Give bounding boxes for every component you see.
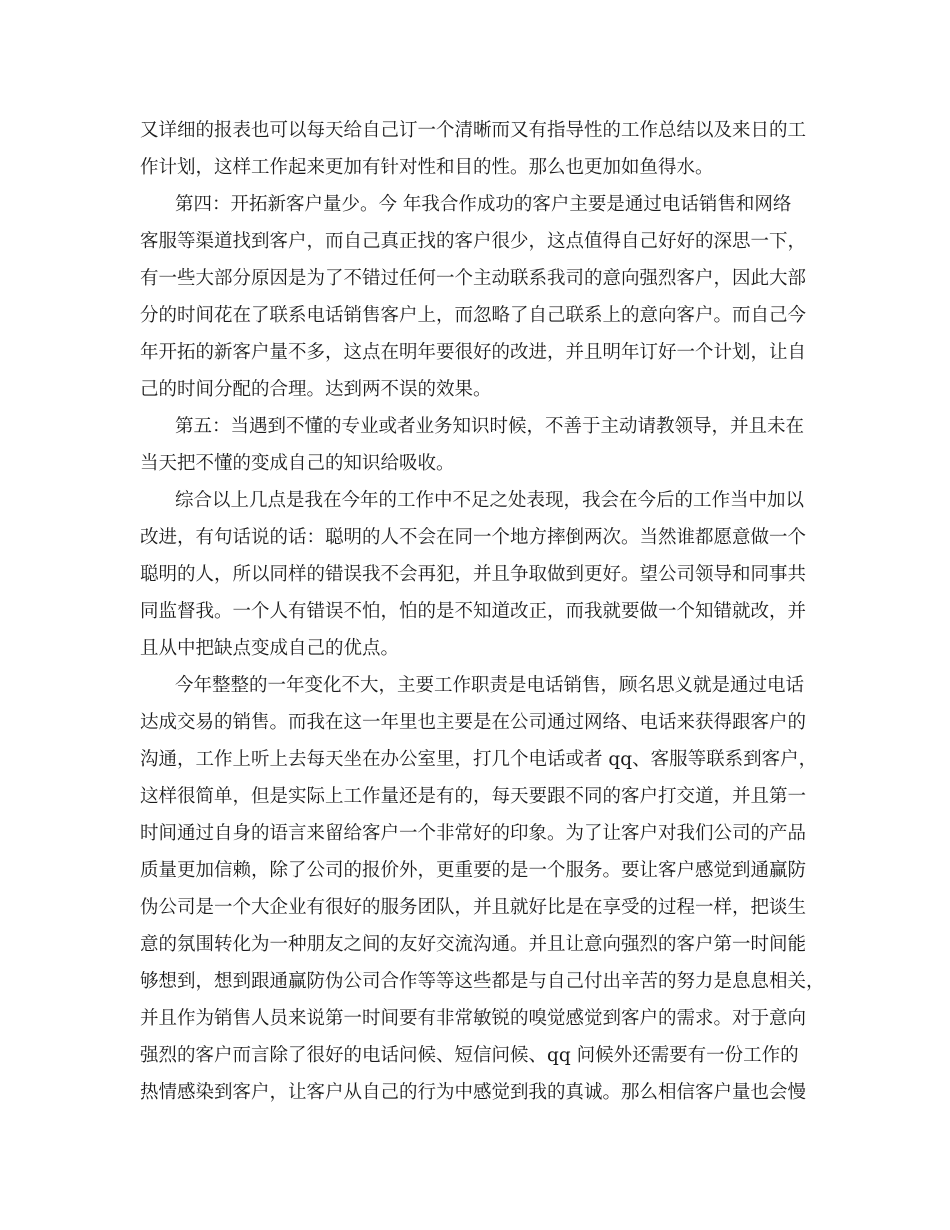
text-line: 改进，有句话说的话：聪明的人不会在同一个地方摔倒两次。当然谁都愿意做一个: [140, 527, 807, 548]
text-line: 聪明的人，所以同样的错误我不会再犯，并且争取做到更好。望公司领导和同事共: [140, 564, 807, 585]
text-line: 今年整整的一年变化不大，主要工作职责是电话销售，顾名思义就是通过电话: [175, 675, 805, 696]
text-line: 当天把不懂的变成自己的知识给吸收。: [140, 453, 455, 474]
text-line: 分的时间花在了联系电话销售客户上，而忽略了自己联系上的意向客户。而自己今: [140, 305, 807, 326]
text-line: 够想到，想到跟通赢防伪公司合作等等这些都是与自己付出辛苦的努力是息息相关，: [140, 971, 825, 992]
text-line: 强烈的客户而言除了很好的电话问候、短信问候、qq 问候外还需要有一份工作的: [140, 1045, 799, 1066]
text-line: 热情感染到客户，让客户从自己的行为中感觉到我的真诚。那么相信客户量也会慢: [140, 1082, 807, 1103]
text-line: 又详细的报表也可以每天给自己订一个清晰而又有指导性的工作总结以及来日的工: [140, 120, 807, 141]
text-line: 达成交易的销售。而我在这一年里也主要是在公司通过网络、电话来获得跟客户的: [140, 712, 807, 733]
text-line: 意的氛围转化为一种朋友之间的友好交流沟通。并且让意向强烈的客户第一时间能: [140, 934, 807, 955]
text-line: 沟通，工作上听上去每天坐在办公室里，打几个电话或者 qq、客服等联系到客户，: [140, 749, 818, 770]
text-line: 且从中把缺点变成自己的优点。: [140, 638, 400, 659]
text-line: 时间通过自身的语言来留给客户一个非常好的印象。为了让客户对我们公司的产品: [140, 823, 807, 844]
text-line: 作计划，这样工作起来更加有针对性和目的性。那么也更加如鱼得水。: [140, 157, 714, 178]
text-line: 客服等渠道找到客户，而自己真正找的客户很少，这点值得自己好好的深思一下，: [140, 231, 807, 252]
text-line: 并且作为销售人员来说第一时间要有非常敏锐的嗅觉感觉到客户的需求。对于意向: [140, 1008, 807, 1029]
text-line: 第四：开拓新客户量少。今 年我合作成功的客户主要是通过电话销售和网络: [175, 194, 792, 215]
text-line: 同监督我。一个人有错误不怕，怕的是不知道改正，而我就要做一个知错就改，并: [140, 601, 807, 622]
text-line: 有一些大部分原因是为了不错过任何一个主动联系我司的意向强烈客户，因此大部: [140, 268, 807, 289]
text-line: 伪公司是一个大企业有很好的服务团队，并且就好比是在享受的过程一样，把谈生: [140, 897, 807, 918]
text-line: 第五：当遇到不懂的专业或者业务知识时候，不善于主动请教领导，并且未在: [175, 416, 805, 437]
text-line: 年开拓的新客户量不多，这点在明年要很好的改进，并且明年订好一个计划，让自: [140, 342, 807, 363]
text-line: 综合以上几点是我在今年的工作中不足之处表现，我会在今后的工作当中加以: [175, 490, 805, 511]
text-line: 这样很简单，但是实际上工作量还是有的，每天要跟不同的客户打交道，并且第一: [140, 786, 807, 807]
text-line: 己的时间分配的合理。达到两不误的效果。: [140, 379, 492, 400]
text-line: 质量更加信赖，除了公司的报价外，更重要的是一个服务。要让客户感觉到通赢防: [140, 860, 807, 881]
